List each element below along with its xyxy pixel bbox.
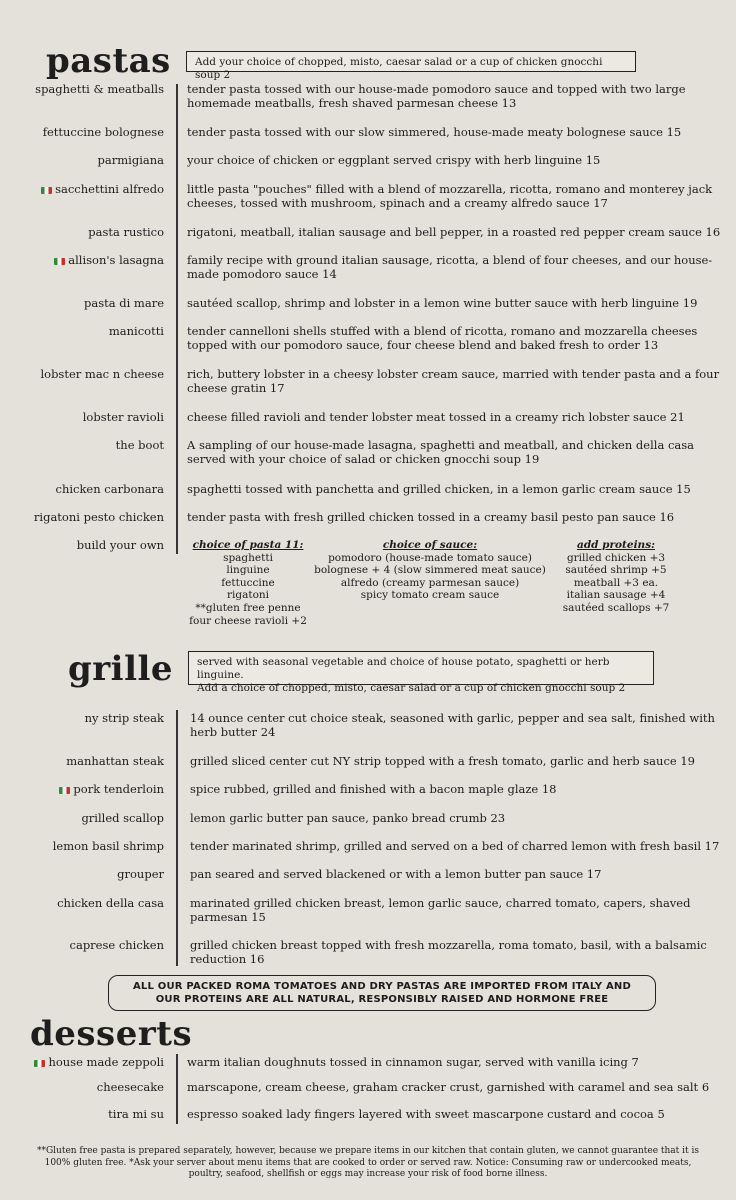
item-name: parmigiana [97, 153, 164, 167]
italian-flag-icon [41, 187, 52, 194]
item-name: lobster ravioli [82, 410, 164, 424]
item-desc: tender cannelloni shells stuffed with a blend of ricotta, romano and mozzarella cheeses topped with our pomodoro sauce, four cheese blend and baked fresh to order 13 [187, 324, 698, 352]
item-desc: sautéed scallop, shrimp and lobster in a lemon wine butter sauce with herb linguine 19 [187, 296, 698, 310]
byo-sauce-column [310, 539, 550, 602]
sourcing-notice [108, 975, 656, 1011]
item-desc: grilled chicken breast topped with fresh mozzarella, roma tomato, basil, with a balsamic reduction 16 [190, 938, 707, 966]
item-name: spaghetti & meatballs [35, 82, 164, 96]
item-name: grilled scallop [81, 811, 164, 825]
grille-note-line: Add a choice of chopped, misto, caesar salad or a cup of chicken gnocchi soup 2 [197, 682, 626, 694]
byo-protein-heading: add proteins: [577, 539, 655, 551]
notice-line: ALL OUR PACKED ROMA TOMATOES AND DRY PASTAS ARE IMPORTED FROM ITALY AND [132, 981, 631, 992]
item-desc: rigatoni, meatball, italian sausage and bell pepper, in a roasted red pepper cream sauce 16 [187, 225, 721, 239]
pastas-title: pastas [46, 41, 171, 81]
item-desc: your choice of chicken or eggplant served crispy with herb linguine 15 [187, 153, 601, 167]
allergen-footnote: **Gluten free pasta is prepared separately, however, because we prepare items in our kitchen that contain gluten, we cannot guarantee that it is 100% gluten free. *Ask your server about menu items that are cooked to order or served raw. Notice: Consuming raw or undercooked meats, poultry, seafood, shellfish or eggs may increase your risk of food borne illness. [36, 1146, 700, 1179]
item-name: manhattan steak [66, 754, 164, 768]
item-name: the boot [115, 438, 164, 452]
item-name-italian: allison's lasagna [54, 253, 164, 267]
desserts-title: desserts [30, 1014, 193, 1054]
item-name: lobster mac n cheese [40, 367, 164, 381]
item-name-italian: pork tenderloin [59, 782, 164, 796]
item-name: chicken della casa [57, 896, 164, 910]
item-name: pasta rustico [88, 225, 164, 239]
item-name-italian: sacchettini alfredo [41, 182, 164, 196]
item-desc: tender pasta with fresh grilled chicken tossed in a creamy basil pesto pan sauce 16 [187, 510, 675, 524]
item-name: tira mi su [108, 1107, 164, 1121]
byo-pasta-option: four cheese ravioli +2 [189, 614, 307, 627]
byo-protein-option: meatball +3 ea. [573, 576, 659, 589]
byo-sauce-option: spicy tomato cream sauce [360, 589, 500, 602]
notice-line: OUR PROTEINS ARE ALL NATURAL, RESPONSIBLY RAISED AND HORMONE FREE [155, 994, 609, 1005]
item-name: build your own [76, 538, 164, 552]
item-desc: rich, buttery lobster in a cheesy lobster cream sauce, married with tender pasta and a four cheese gratin 17 [187, 367, 720, 395]
item-desc: family recipe with ground italian sausage, ricotta, a blend of four cheeses, and our house-made pomodoro sauce 14 [187, 253, 713, 281]
byo-protein-option: sautéed scallops +7 [562, 601, 670, 614]
item-desc: marinated grilled chicken breast, lemon garlic sauce, charred tomato, capers, shaved parmesan 15 [190, 896, 691, 924]
item-name: rigatoni pesto chicken [33, 510, 164, 524]
byo-protein-option: sautéed shrimp +5 [565, 564, 667, 577]
grille-note-line: served with seasonal vegetable and choice of house potato, spaghetti or herb linguine. [197, 656, 610, 681]
byo-pasta-option: spaghetti [223, 551, 273, 564]
byo-pasta-option: linguine [226, 564, 270, 577]
pastas-note: Add your choice of chopped, misto, caesar salad or a cup of chicken gnocchi soup 2 [186, 51, 636, 72]
item-name-italian: house made zeppoli [34, 1055, 164, 1069]
byo-protein-column [556, 539, 676, 615]
item-name: caprese chicken [69, 938, 164, 952]
grille-title: grille [68, 649, 174, 689]
byo-sauce-heading: choice of sauce: [382, 539, 478, 551]
byo-pasta-heading: choice of pasta 11: [192, 539, 304, 551]
item-name: manicotti [108, 324, 164, 338]
item-desc: pan seared and served blackened or with a lemon butter pan sauce 17 [190, 867, 602, 881]
item-name: ny strip steak [84, 711, 164, 725]
byo-sauce-option: pomodoro (house-made tomato sauce) [328, 551, 532, 564]
byo-sauce-option: bolognese + 4 (slow simmered meat sauce) [314, 564, 546, 577]
grille-note [188, 651, 654, 694]
item-name: pasta di mare [83, 296, 164, 310]
item-desc: marscapone, cream cheese, graham cracker crust, garnished with caramel and sea salt 6 [187, 1080, 710, 1094]
byo-pasta-option: **gluten free penne [195, 601, 301, 614]
item-desc: lemon garlic butter pan sauce, panko bread crumb 23 [190, 811, 506, 825]
item-desc: grilled sliced center cut NY strip topped with a fresh tomato, garlic and herb sauce 19 [190, 754, 695, 768]
item-name: fettuccine bolognese [42, 125, 164, 139]
item-desc: tender pasta tossed with our house-made pomodoro sauce and topped with two large homemade meatballs, fresh shaved parmesan cheese 13 [187, 82, 686, 110]
item-desc: tender marinated shrimp, grilled and served on a bed of charred lemon with fresh basil 17 [190, 839, 720, 853]
desserts-divider [176, 1054, 178, 1124]
item-name: chicken carbonara [55, 482, 164, 496]
byo-protein-option: italian sausage +4 [566, 589, 666, 602]
italian-flag-icon [34, 1060, 45, 1067]
byo-pasta-option: rigatoni [226, 589, 270, 602]
item-desc: spaghetti tossed with panchetta and grilled chicken, in a lemon garlic cream sauce 15 [187, 482, 691, 496]
item-desc: little pasta "pouches" filled with a blend of mozzarella, ricotta, romano and monterey jack cheeses, tossed with mushroom, spinach and a creamy alfredo sauce 17 [187, 182, 713, 210]
item-desc: spice rubbed, grilled and finished with a bacon maple glaze 18 [190, 782, 557, 796]
item-desc: 14 ounce center cut choice steak, seasoned with garlic, pepper and sea salt, finished with herb butter 24 [190, 711, 715, 739]
item-desc: tender pasta tossed with our slow simmered, house-made meaty bolognese sauce 15 [187, 125, 682, 139]
item-desc: warm italian doughnuts tossed in cinnamon sugar, served with vanilla icing 7 [187, 1055, 639, 1069]
item-desc: espresso soaked lady fingers layered with sweet mascarpone custard and cocoa 5 [187, 1107, 665, 1121]
grille-divider [176, 710, 178, 966]
pastas-divider [176, 84, 178, 554]
item-name: cheesecake [96, 1080, 164, 1094]
item-name: grouper [117, 867, 164, 881]
byo-pasta-column [186, 539, 310, 627]
byo-sauce-option: alfredo (creamy parmesan sauce) [340, 576, 520, 589]
item-desc: A sampling of our house-made lasagna, spaghetti and meatball, and chicken della casa served with your choice of salad or chicken gnocchi soup 19 [187, 438, 695, 466]
byo-protein-option: grilled chicken +3 [566, 551, 666, 564]
item-desc: cheese filled ravioli and tender lobster meat tossed in a creamy rich lobster sauce 21 [187, 410, 685, 424]
italian-flag-icon [54, 258, 65, 265]
byo-pasta-option: fettuccine [221, 576, 275, 589]
italian-flag-icon [59, 787, 70, 794]
item-name: lemon basil shrimp [52, 839, 164, 853]
